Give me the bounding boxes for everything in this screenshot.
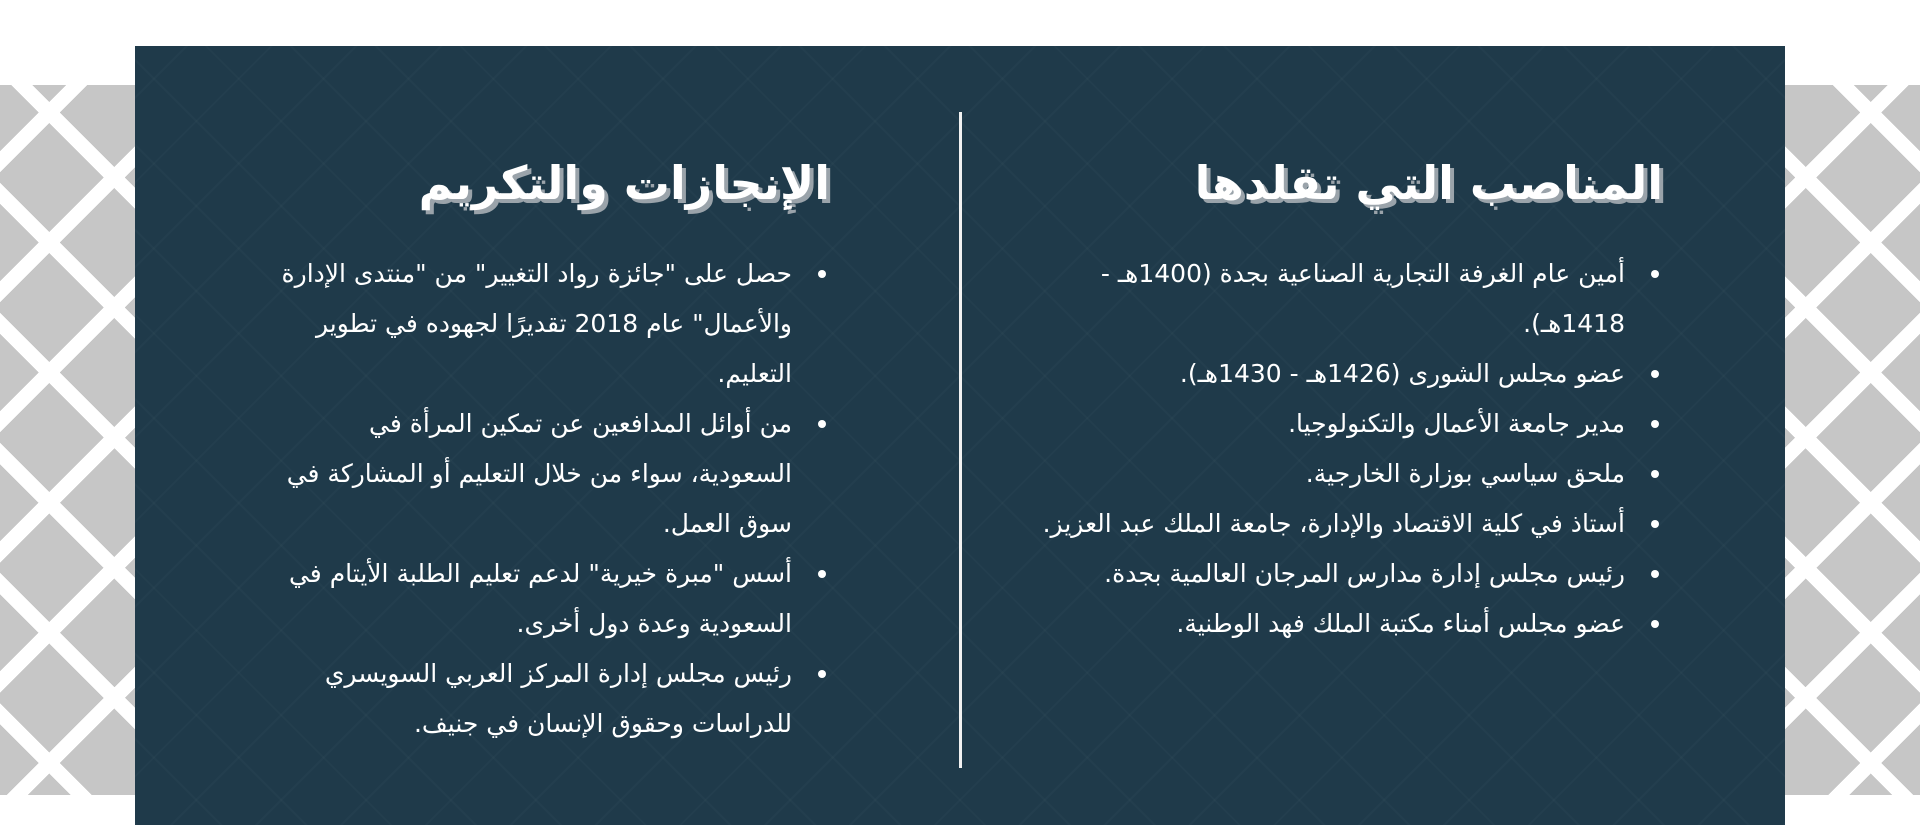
bullet-icon — [818, 270, 826, 278]
bullet-icon — [1651, 370, 1659, 378]
list-item — [1003, 249, 1663, 349]
list-item-text: عضو مجلس الشورى (1426هـ - 1430هـ). — [1179, 359, 1625, 388]
bullet-icon — [818, 420, 826, 428]
list-item-text: من أوائل المدافعين عن تمكين المرأة في السعودية، سواء من خلال التعليم أو المشاركة في سوق العمل. — [286, 409, 792, 538]
column-divider — [959, 112, 962, 768]
list-item — [1003, 549, 1663, 599]
list-item-text: ملحق سياسي بوزارة الخارجية. — [1305, 459, 1625, 488]
list-item — [1003, 499, 1663, 549]
bullet-icon — [1651, 420, 1659, 428]
bullet-icon — [1651, 520, 1659, 528]
list-item — [270, 549, 830, 649]
list-item-text: حصل على "جائزة رواد التغيير" من "منتدى الإدارة والأعمال" عام 2018 تقديرًا لجهوده في تطوير التعليم. — [281, 259, 792, 388]
list-item-text: عضو مجلس أمناء مكتبة الملك فهد الوطنية. — [1176, 609, 1625, 638]
list-item-text: رئيس مجلس إدارة مدارس المرجان العالمية بجدة. — [1104, 559, 1625, 588]
list-item-text: أسس "مبرة خيرية" لدعم تعليم الطلبة الأيتام في السعودية وعدة دول أخرى. — [288, 559, 792, 638]
list-item-text: أستاذ في كلية الاقتصاد والإدارة، جامعة الملك عبد العزيز. — [1042, 509, 1625, 538]
positions-section — [1003, 151, 1663, 649]
list-item-text: رئيس مجلس إدارة المركز العربي السويسري للدراسات وحقوق الإنسان في جنيف. — [324, 659, 792, 738]
list-item-text: أمين عام الغرفة التجارية الصناعية بجدة (1400هـ - 1418هـ). — [1100, 259, 1625, 338]
list-item — [270, 649, 830, 749]
bullet-icon — [1651, 570, 1659, 578]
list-item — [270, 399, 830, 549]
list-item — [1003, 449, 1663, 499]
content-panel — [135, 46, 1785, 825]
positions-title: المناصب التي تقلدها — [1194, 156, 1663, 210]
bullet-icon — [818, 670, 826, 678]
bullet-icon — [1651, 620, 1659, 628]
list-item — [1003, 599, 1663, 649]
list-item — [1003, 349, 1663, 399]
bullet-icon — [818, 570, 826, 578]
achievements-list — [270, 249, 830, 749]
bullet-icon — [1651, 470, 1659, 478]
list-item — [1003, 399, 1663, 449]
list-item-text: مدير جامعة الأعمال والتكنولوجيا. — [1288, 409, 1625, 438]
bullet-icon — [1651, 270, 1659, 278]
list-item — [270, 249, 830, 399]
achievements-section — [270, 151, 830, 749]
positions-list — [1003, 249, 1663, 649]
achievements-title: الإنجازات والتكريم — [418, 156, 830, 210]
